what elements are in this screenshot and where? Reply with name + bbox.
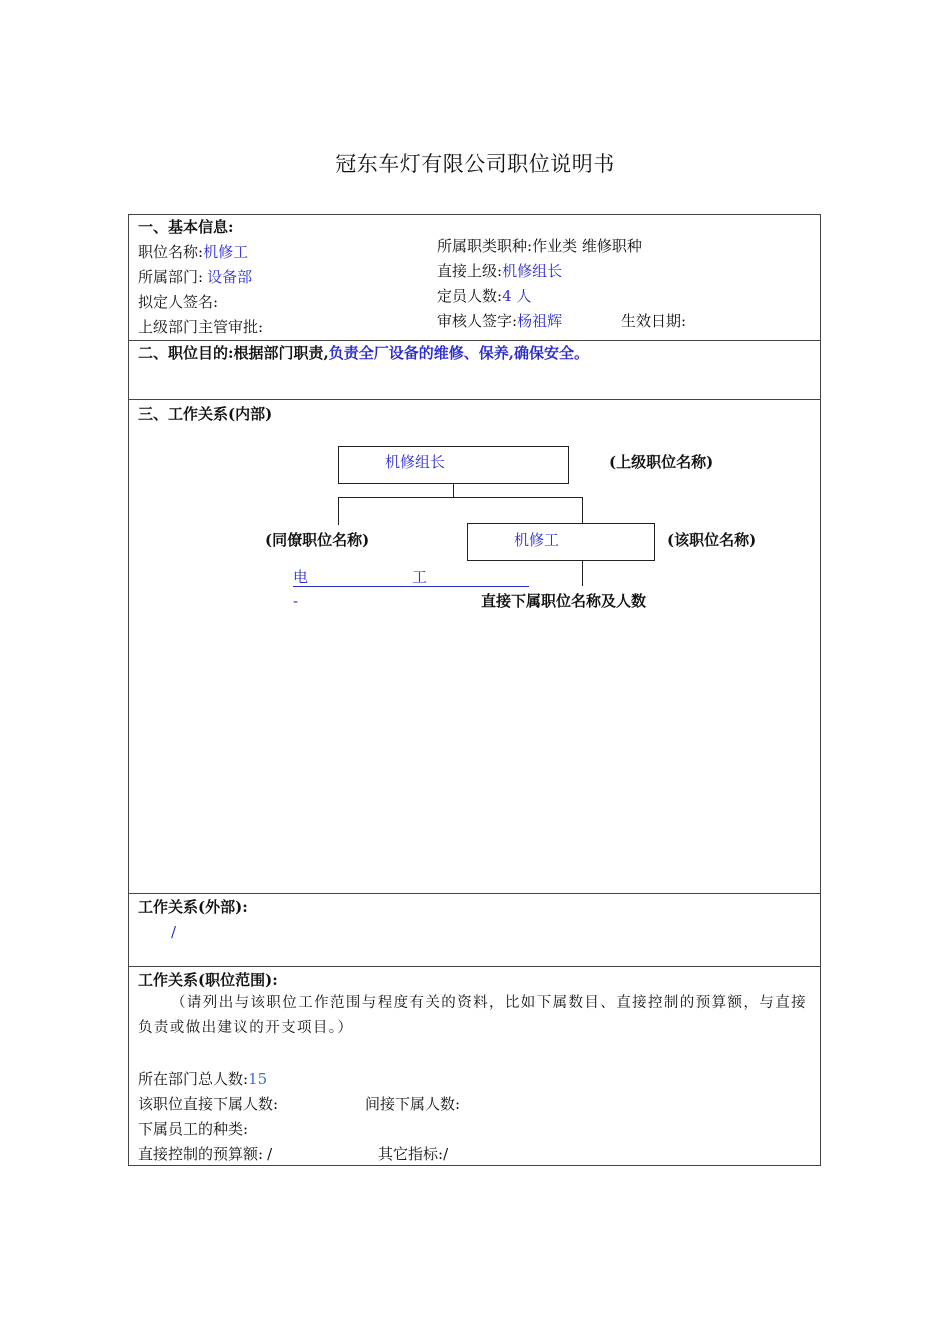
org-connector <box>338 497 339 525</box>
budget-field <box>138 1144 272 1164</box>
direct-superior-value: 机修组长 <box>502 262 563 280</box>
effective-date-label: 生效日期: <box>621 312 687 330</box>
job-category-label: 所属职类职种: <box>437 237 533 255</box>
peer-position-char-1: 电 <box>293 568 309 586</box>
approver-label: 上级部门主管审批: <box>138 318 264 336</box>
position-name-value: 机修工 <box>203 243 249 261</box>
budget-label: 直接控制的预算额: <box>138 1145 264 1163</box>
other-metrics-label: 其它指标: <box>378 1145 444 1163</box>
purpose-label: 二、职位目的:根据部门职责, <box>138 344 329 362</box>
row-divider <box>128 399 821 400</box>
row-divider <box>128 966 821 967</box>
purpose-value: 负责全厂设备的维修、保养,确保安全。 <box>328 344 589 362</box>
budget-value: / <box>267 1145 273 1163</box>
indirect-subordinates-label: 间接下属人数: <box>365 1095 461 1113</box>
row-divider <box>128 893 821 894</box>
reviewer-label: 审核人签字: <box>437 312 518 330</box>
headcount-value: 4 人 <box>502 287 532 305</box>
page-title: 冠东车灯有限公司职位说明书 <box>335 152 615 176</box>
external-relations-value: / <box>171 923 177 941</box>
org-connector <box>582 561 583 586</box>
headcount-label: 定员人数: <box>437 287 503 305</box>
dept-total-value: 15 <box>248 1070 268 1088</box>
self-caption: (该职位名称) <box>667 531 757 549</box>
direct-subordinates-label: 该职位直接下属人数: <box>138 1095 279 1113</box>
basic-info-heading: 一、基本信息: <box>138 218 234 236</box>
reviewer-field <box>437 311 562 331</box>
job-category-field <box>437 236 642 256</box>
direct-superior-field <box>437 261 562 281</box>
department-value: 设备部 <box>207 268 253 286</box>
internal-relations-heading: 三、工作关系(内部) <box>138 405 273 423</box>
purpose-field <box>138 343 589 363</box>
dept-total-label: 所在部门总人数: <box>138 1070 249 1088</box>
external-relations-heading: 工作关系(外部): <box>138 898 248 916</box>
headcount-field <box>437 286 531 306</box>
other-metrics-value: / <box>443 1145 449 1163</box>
subordinate-caption: 直接下属职位名称及人数 <box>481 592 647 610</box>
peer-caption: (同僚职位名称) <box>265 531 370 549</box>
direct-superior-label: 直接上级: <box>437 262 503 280</box>
scope-heading: 工作关系(职位范围): <box>138 971 278 989</box>
org-connector <box>338 497 583 498</box>
scope-instruction-note: （请列出与该职位工作范围与程度有关的资料，比如下属数目、直接控制的预算额，与直接负责或做出建议的开支项目。） <box>138 995 807 1036</box>
peer-dash: - <box>293 592 299 610</box>
superior-position-box <box>338 446 569 484</box>
job-category-value: 作业类 维修职种 <box>532 237 642 255</box>
staff-types-label: 下属员工的种类: <box>138 1120 249 1138</box>
row-divider <box>128 340 821 341</box>
superior-caption: (上级职位名称) <box>609 453 714 471</box>
other-metrics-field <box>378 1144 448 1164</box>
department-field <box>138 267 252 287</box>
self-position-box <box>467 523 655 561</box>
superior-position-name: 机修组长 <box>385 453 446 471</box>
dept-total-field <box>138 1069 267 1089</box>
peer-position-entry <box>293 567 529 587</box>
peer-position-char-2: 工 <box>412 568 428 586</box>
org-connector <box>582 497 583 524</box>
department-label: 所属部门: <box>138 268 204 286</box>
position-name-field <box>138 242 248 262</box>
position-name-label: 职位名称: <box>138 243 204 261</box>
org-connector <box>453 484 454 498</box>
reviewer-value: 杨祖辉 <box>517 312 563 330</box>
drafter-signature-label: 拟定人签名: <box>138 293 219 311</box>
self-position-name: 机修工 <box>514 531 560 549</box>
